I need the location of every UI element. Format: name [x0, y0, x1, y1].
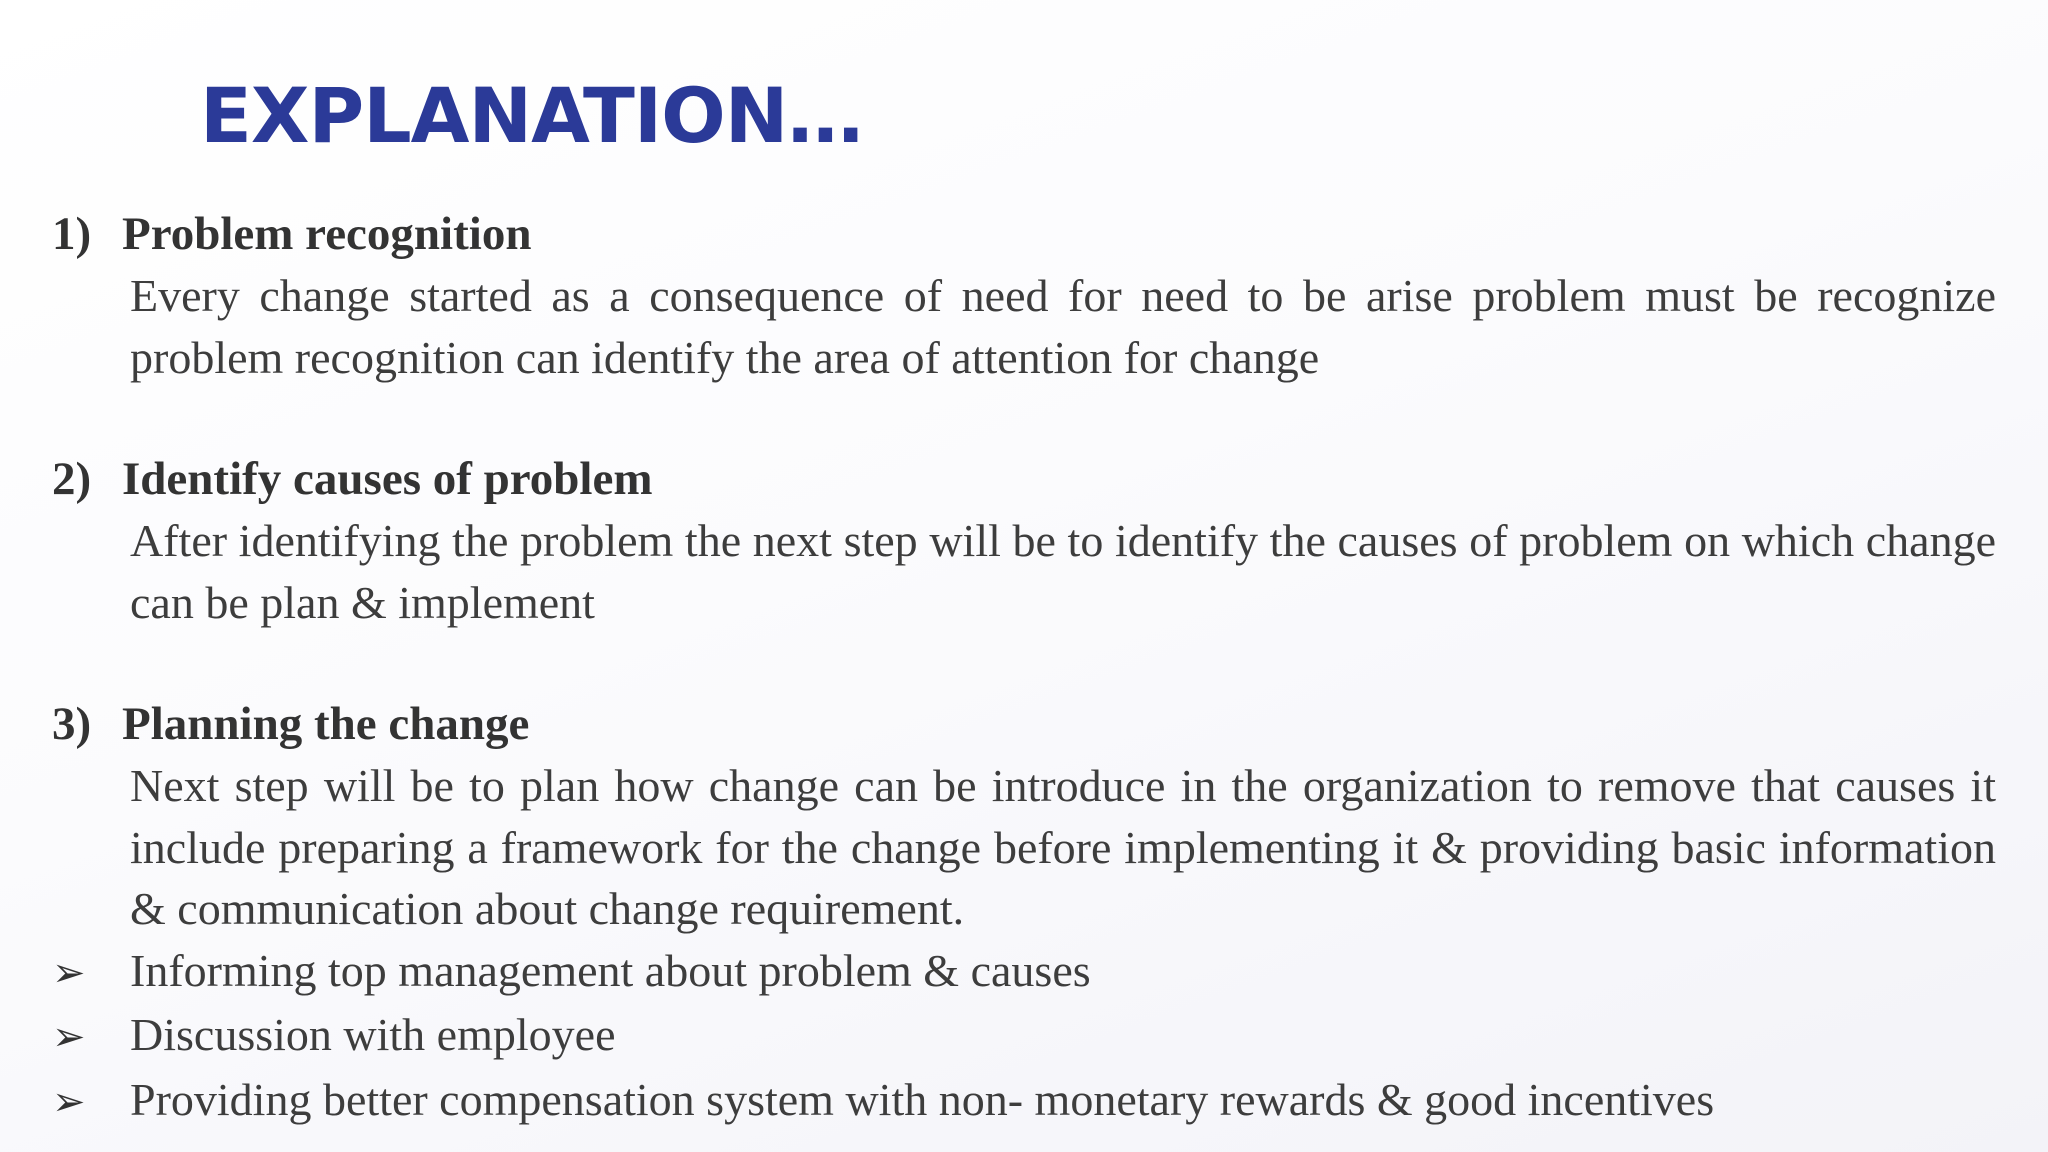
list-item — [52, 1004, 1996, 1069]
list-item — [52, 1069, 1996, 1134]
bullet-text: Providing better compensation system with non- monetary rewards & good incentives — [130, 1073, 1715, 1125]
section-heading — [52, 694, 1996, 755]
section-identify-causes — [52, 449, 1996, 633]
slide-title: EXPLANATION… — [200, 71, 863, 160]
section-number: 2) — [52, 453, 92, 505]
section-text: Next step will be to plan how change can be introduce in the organization to remove that causes it include preparing a framework for the change before implementing it & providing basic information & communication about change requirement. — [130, 760, 1996, 934]
bullet-text: Discussion with employee — [130, 1009, 616, 1060]
section-problem-recognition — [52, 204, 1996, 388]
slide-content — [52, 204, 1996, 1133]
section-title: Identify causes of problem — [122, 453, 653, 505]
section-planning-change — [52, 694, 1996, 1133]
section-text: After identifying the problem the next step will be to identify the causes of problem on which change can be plan & implement — [130, 515, 1996, 628]
section-title: Planning the change — [122, 698, 530, 750]
arrow-bullet-icon: ➢ — [52, 1078, 86, 1125]
arrow-bullet-icon: ➢ — [52, 949, 86, 996]
arrow-bullet-icon: ➢ — [52, 1014, 86, 1060]
section-number: 3) — [52, 698, 92, 750]
section-title: Problem recognition — [122, 208, 532, 260]
bullet-text: Informing top management about problem & causes — [130, 944, 1091, 996]
section-number: 1) — [52, 208, 92, 260]
bullet-list — [52, 940, 1996, 1134]
section-heading — [52, 449, 1996, 510]
list-item — [52, 940, 1996, 1005]
section-text: Every change started as a consequence of need for need to be arise problem must be recognize problem recognition can identify the area of attention for change — [130, 270, 1996, 383]
section-heading — [52, 204, 1996, 265]
